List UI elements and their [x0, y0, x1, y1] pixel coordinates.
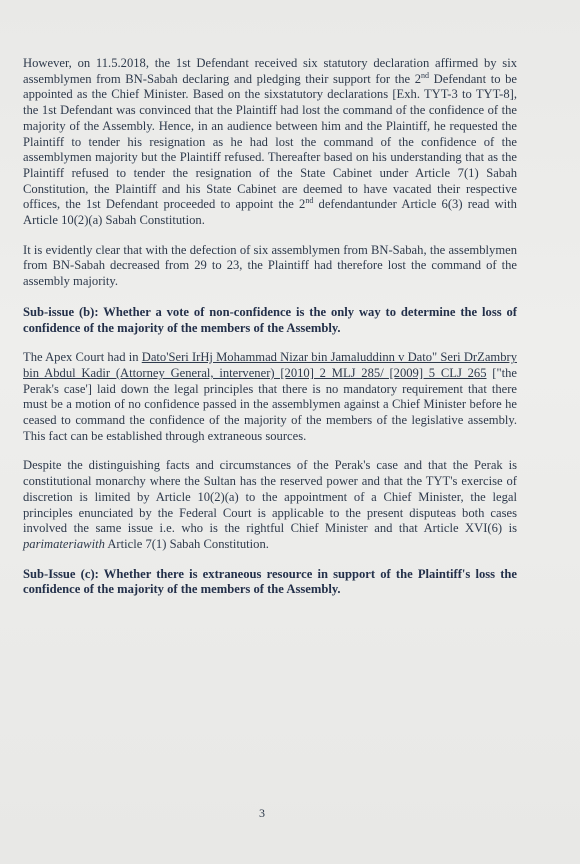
latin-term: parimateriawith	[23, 536, 105, 551]
paragraph-perak-case	[23, 458, 517, 552]
paragraph-defendant-declarations	[23, 56, 517, 229]
case-citation: Dato'Seri IrHj Mohammad Nizar bin Jamaluddinn v Dato" Seri DrZambry bin Abdul Kadir (Attorney General, intervener) [2010] 2 MLJ 285/ [2009] 5 CLJ 265	[23, 350, 517, 380]
document-body	[23, 56, 517, 612]
sub-issue-b-heading: Sub-issue (b): Whether a vote of non-confidence is the only way to determine the loss of confidence of the majority of the members of the Assembly.	[23, 304, 517, 335]
paragraph-text: ["the Perak's case'] laid down the legal principles that there is no mandatory requirement that there must be a motion of no confidence passed in the assemblymen against a Chief Minister before he ceased to command the confidence of the majority of the members of the legislative assembly. This fact can be established through extraneous sources.	[23, 365, 518, 443]
paragraph-text: However, on 11.5.2018, the 1st Defendant received six statutory declaration affirmed by six assemblymen from BN-Sabah declaring and pledging their support for the 2	[23, 56, 517, 86]
paragraph-text: defendantunder Article 6(3) read with Article 10(2)(a) Sabah Constitution.	[23, 197, 517, 228]
paragraph-text: The Apex Court had in	[23, 350, 142, 365]
paragraph-text: Defendant to be appointed as the Chief Minister. Based on the sixstatutory declarations [Exh. TYT-3 to TYT-8], the 1st Defendant was convinced that the Plaintiff had lost the command of the confidence of the majority of the Assembly. Hence, in an audience between him and the Plaintiff, he requested the Plaintiff to tender his resignation as he had lost the command of the confidence of the assemblymen majority but the Plaintiff refused. Thereafter based on his understanding that as the Plaintiff refused to tender the resignation of the State Cabinet under Article 7(1) Sabah Constitution, the Plaintiff and his State Cabinet are deemed to have vacated their respective offices, the 1st Defendant proceeded to appoint the 2	[23, 71, 517, 212]
ordinal-suffix: nd	[305, 196, 314, 206]
paragraph-text: Despite the distinguishing facts and circumstances of the Perak's case and that the Perak is constitutional monarchy where the Sultan has the reserved power and that the TYT's exercise of discretion is limited by Article 10(2)(a) to the appointment of a Chief Minister, the legal principles enunciated by the Federal Court is applicable to the present disputeas both cases involved the same issue i.e. who is the rightful Chief Minister and that Article XVI(6) is	[23, 458, 517, 536]
page-number: 3	[259, 806, 265, 820]
sub-issue-c-heading: Sub-Issue (c): Whether there is extraneous resource in support of the Plaintiff's loss the confidence of the majority of the members of the Assembly.	[23, 566, 517, 597]
paragraph-defection: It is evidently clear that with the defection of six assemblymen from BN-Sabah, the assemblymen from BN-Sabah decreased from 29 to 23, the Plaintiff had therefore lost the command of the assembly majority.	[23, 242, 517, 289]
paragraph-apex-court	[23, 350, 517, 444]
ordinal-suffix: nd	[421, 70, 430, 80]
paragraph-text: Article 7(1) Sabah Constitution.	[104, 536, 269, 551]
